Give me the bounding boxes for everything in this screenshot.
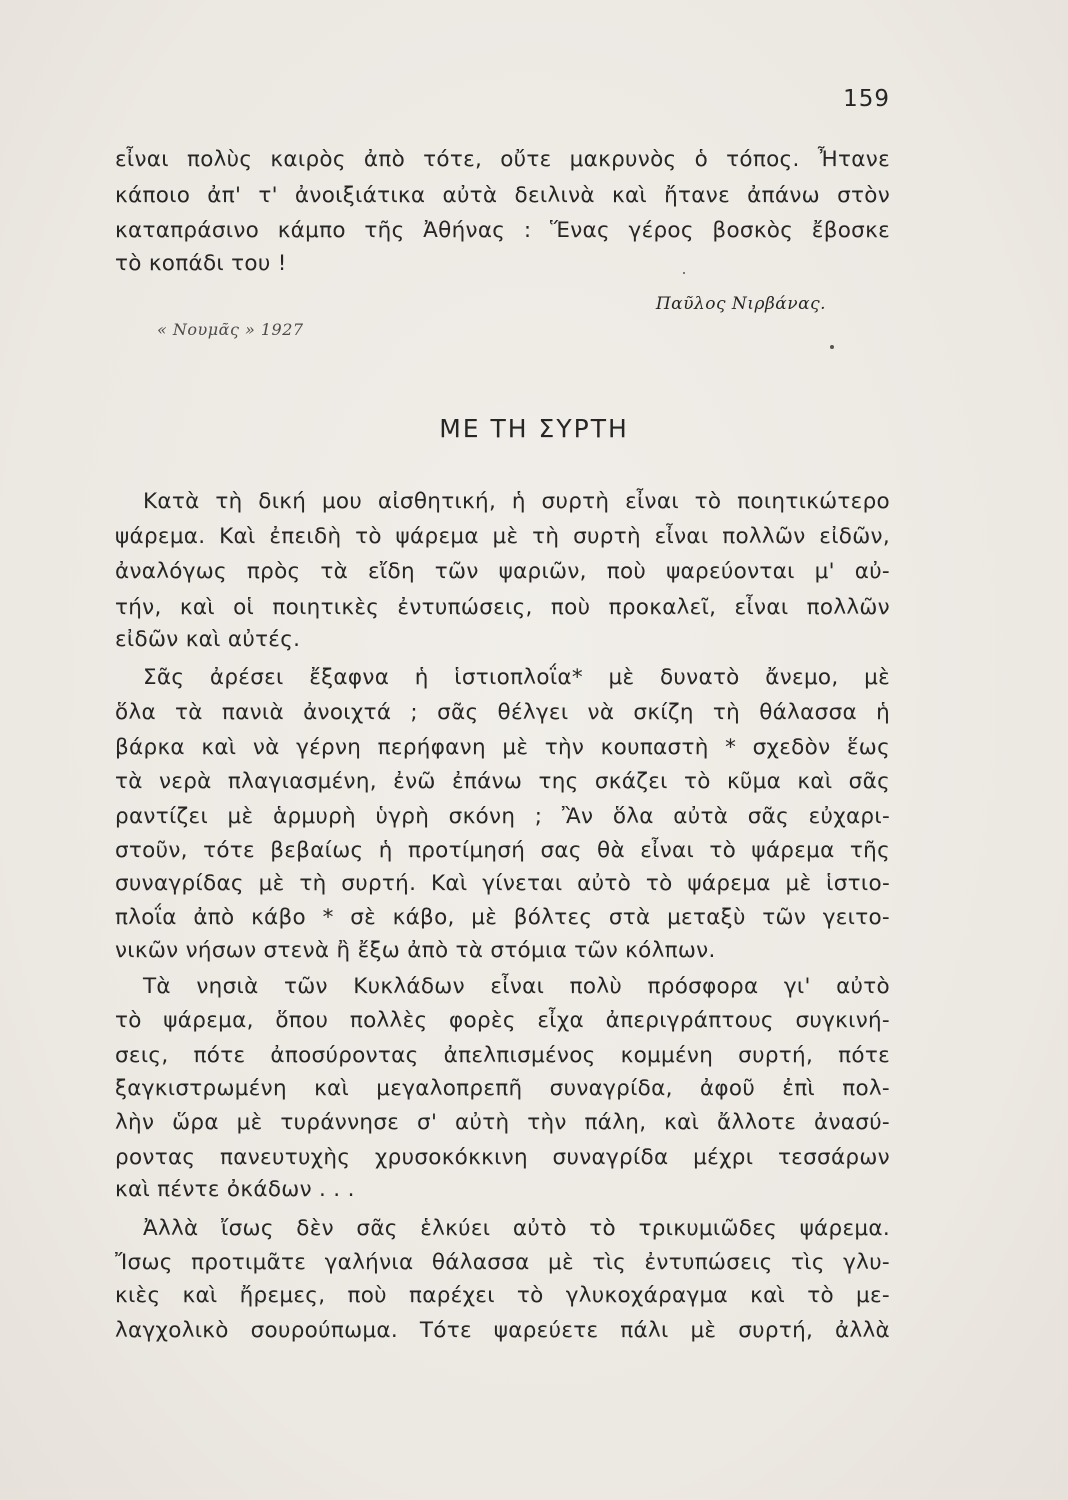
text-line: ροντας πανευτυχὴς χρυσοκόκκινη συναγρίδα μέχρι τεσσάρων bbox=[115, 1145, 890, 1170]
text-line: σεις, πότε ἀποσύροντας ἀπελπισμένος κομμένη συρτή, πότε bbox=[115, 1043, 890, 1068]
text-line: συναγρίδας μὲ τὴ συρτή. Καὶ γίνεται αὐτὸ τὸ ψάρεμα μὲ ἱστιο- bbox=[115, 871, 890, 896]
text-line: ὅλα τὰ πανιὰ ἀνοιχτά ; σᾶς θέλγει νὰ σκίζη τὴ θάλασσα ἡ bbox=[115, 700, 890, 725]
text-line: τὸ ψάρεμα, ὅπου πολλὲς φορὲς εἶχα ἀπεριγράπτους συγκινή- bbox=[115, 1008, 890, 1033]
text-line: καὶ πέντε ὀκάδων . . . bbox=[115, 1177, 355, 1202]
text-line: κάποιο ἀπ' τ' ἀνοιξιάτικα αὐτὰ δειλινὰ καὶ ἤτανε ἀπάνω στὸν bbox=[115, 183, 890, 208]
text-line: εἰδῶν καὶ αὐτές. bbox=[115, 627, 301, 652]
text-line: Σᾶς ἀρέσει ἔξαφνα ἡ ἱστιοπλοΐα* μὲ δυνατὸ ἄνεμο, μὲ bbox=[143, 665, 890, 690]
ink-speck bbox=[683, 272, 685, 274]
page-number: 159 bbox=[843, 86, 890, 112]
text-line: ἀναλόγως πρὸς τὰ εἴδη τῶν ψαριῶν, ποὺ ψαρεύονται μ' αὐ- bbox=[115, 559, 890, 584]
text-line: ξαγκιστρωμένη καὶ μεγαλοπρεπῆ συναγρίδα, ἀφοῦ ἐπὶ πολ- bbox=[115, 1076, 890, 1101]
text-line: ψάρεμα. Καὶ ἐπειδὴ τὸ ψάρεμα μὲ τὴ συρτὴ εἶναι πολλῶν εἰδῶν, bbox=[115, 524, 890, 549]
text-line: τὰ νερὰ πλαγιασμένη, ἐνῶ ἐπάνω της σκάζει τὸ κῦμα καὶ σᾶς bbox=[115, 769, 890, 794]
section-heading: ΜΕ ΤΗ ΣΥΡΤΗ bbox=[439, 414, 629, 443]
text-line: πλοΐα ἀπὸ κάβο * σὲ κάβο, μὲ βόλτες στὰ μεταξὺ τῶν γειτο- bbox=[115, 905, 890, 930]
text-line: Τὰ νησιὰ τῶν Κυκλάδων εἶναι πολὺ πρόσφορα γι' αὐτὸ bbox=[143, 974, 890, 999]
text-line: ραντίζει μὲ ἁρμυρὴ ὑγρὴ σκόνη ; Ἂν ὅλα αὐτὰ σᾶς εὐχαρι- bbox=[115, 804, 890, 829]
author-signature: Παῦλος Νιρβάνας. bbox=[655, 294, 826, 314]
text-line: Ἴσως προτιμᾶτε γαλήνια θάλασσα μὲ τὶς ἐντυπώσεις τὶς γλυ- bbox=[115, 1250, 890, 1275]
text-line: Ἀλλὰ ἴσως δὲν σᾶς ἑλκύει αὐτὸ τὸ τρικυμιῶδες ψάρεμα. bbox=[143, 1216, 890, 1241]
text-line: καταπράσινο κάμπο τῆς Ἀθήνας : Ἕνας γέρος βοσκὸς ἔβοσκε bbox=[115, 218, 890, 243]
text-line: στοῦν, τότε βεβαίως ἡ προτίμησή σας θὰ εἶναι τὸ ψάρεμα τῆς bbox=[115, 838, 890, 863]
text-line: νικῶν νήσων στενὰ ἢ ἔξω ἀπὸ τὰ στόμια τῶν κόλπων. bbox=[115, 938, 716, 963]
text-line: τὸ κοπάδι του ! bbox=[115, 251, 287, 276]
text-line: εἶναι πολὺς καιρὸς ἀπὸ τότε, οὔτε μακρυνὸς ὁ τόπος. Ἦτανε bbox=[115, 147, 890, 172]
text-line: λαγχολικὸ σουρούπωμα. Τότε ψαρεύετε πάλι μὲ συρτή, ἀλλὰ bbox=[115, 1318, 890, 1343]
text-line: κιὲς καὶ ἤρεμες, ποὺ παρέχει τὸ γλυκοχάραγμα καὶ τὸ με- bbox=[115, 1283, 890, 1308]
text-line: Κατὰ τὴ δική μου αἰσθητική, ἡ συρτὴ εἶναι τὸ ποιητικώτερο bbox=[143, 489, 890, 514]
source-citation: « Νουμᾶς » 1927 bbox=[157, 320, 304, 339]
ink-speck bbox=[830, 345, 834, 349]
text-line: λὴν ὥρα μὲ τυράννησε σ' αὐτὴ τὴν πάλη, καὶ ἄλλοτε ἀνασύ- bbox=[115, 1110, 890, 1135]
text-line: τήν, καὶ οἱ ποιητικὲς ἐντυπώσεις, ποὺ προκαλεῖ, εἶναι πολλῶν bbox=[115, 595, 890, 620]
text-line: βάρκα καὶ νὰ γέρνη περήφανη μὲ τὴν κουπαστὴ * σχεδὸν ἕως bbox=[115, 735, 890, 760]
